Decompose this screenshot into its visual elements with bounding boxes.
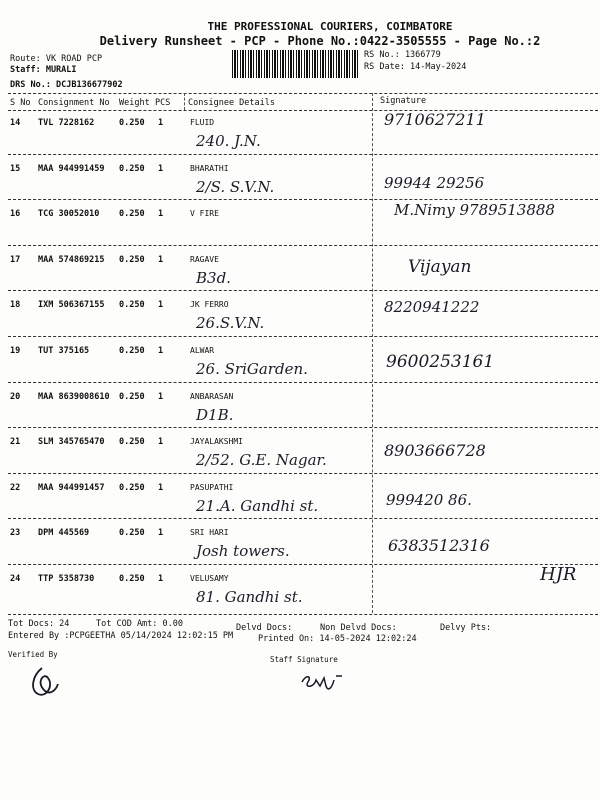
row-handwritten-address: 240. J.N. — [196, 132, 261, 150]
row-consignment-no: IXM 506367155 — [38, 300, 105, 310]
row-consignee-name: JK FERRO — [190, 300, 229, 309]
col-consignee: Consignee Details — [188, 98, 275, 108]
row-signature: 8903666728 — [384, 441, 486, 460]
row-consignee-name: ANBARASAN — [190, 392, 234, 401]
row-consignment-no: SLM 345765470 — [38, 437, 105, 447]
row-divider — [8, 199, 598, 200]
delivery-points: Delvy Pts: — [440, 623, 492, 633]
row-weight: 0.250 — [119, 209, 145, 219]
row-divider — [8, 336, 598, 337]
row-divider — [8, 154, 598, 155]
row-consignment-no: TVL 7228162 — [38, 118, 95, 128]
row-weight: 0.250 — [119, 255, 145, 265]
row-consignee-name: FLUID — [190, 118, 215, 127]
row-consignment-no: TTP 5358730 — [38, 574, 95, 584]
row-pcs: 1 — [158, 118, 164, 128]
row-handwritten-address: B3d. — [196, 269, 231, 287]
row-handwritten-address: 21.A. Gandhi st. — [196, 497, 319, 515]
row-weight: 0.250 — [119, 437, 145, 447]
row-handwritten-address: 81. Gandhi st. — [196, 588, 303, 606]
row-consignment-no: DPM 445569 — [38, 528, 90, 538]
row-sno: 23 — [10, 528, 21, 538]
rs-number: RS No.: 1366779 — [364, 50, 441, 60]
row-sno: 18 — [10, 300, 21, 310]
row-signature: 99944 29256 — [384, 174, 485, 192]
staff-label: Staff: MURALI — [10, 65, 77, 75]
drs-number: DRS No.: DCJB136677902 — [10, 80, 123, 90]
row-consignment-no: TCG 30052010 — [38, 209, 100, 219]
row-signature: Vijayan — [408, 257, 472, 277]
row-weight: 0.250 — [119, 483, 145, 493]
row-handwritten-address: 26. SriGarden. — [196, 360, 308, 378]
row-pcs: 1 — [158, 300, 164, 310]
row-signature: 6383512316 — [388, 536, 490, 555]
route-label: Route: VK ROAD PCP — [10, 54, 103, 64]
row-weight: 0.250 — [119, 300, 145, 310]
row-pcs: 1 — [158, 483, 164, 493]
staff-signature — [298, 668, 348, 694]
row-sno: 21 — [10, 437, 21, 447]
row-weight: 0.250 — [119, 346, 145, 356]
row-consignee-name: RAGAVE — [190, 255, 219, 264]
row-sno: 24 — [10, 574, 21, 584]
row-pcs: 1 — [158, 164, 164, 174]
row-consignment-no: TUT 375165 — [38, 346, 90, 356]
row-divider — [8, 427, 598, 428]
verifier-signature — [24, 660, 64, 700]
row-divider — [8, 564, 598, 565]
row-consignee-name: VELUSAMY — [190, 574, 229, 583]
entered-by: Entered By :PCPGEETHA 05/14/2024 12:02:15 PM — [8, 631, 234, 641]
document-subtitle: Delivery Runsheet - PCP - Phone No.:0422-3505555 - Page No.:2 — [99, 34, 541, 48]
row-pcs: 1 — [158, 574, 164, 584]
row-sno: 14 — [10, 118, 21, 128]
col-weight: Weight — [119, 98, 150, 108]
row-signature: 9600253161 — [386, 352, 495, 372]
printed-on: Printed On: 14-05-2024 12:02:24 — [258, 634, 417, 644]
row-sno: 22 — [10, 483, 21, 493]
row-consignment-no: MAA 8639008610 — [38, 392, 110, 402]
row-handwritten-address: 2/52. G.E. Nagar. — [196, 451, 327, 469]
row-sno: 20 — [10, 392, 21, 402]
total-cod: Tot COD Amt: 0.00 — [96, 619, 183, 629]
row-signature: 8220941222 — [384, 298, 480, 316]
row-signature: 999420 86. — [386, 491, 472, 509]
col-pcs: PCS — [155, 98, 171, 108]
row-signature: 9710627211 — [384, 110, 486, 129]
row-pcs: 1 — [158, 528, 164, 538]
rs-date: RS Date: 14-May-2024 — [364, 62, 467, 72]
staff-signature-label: Staff Signature — [270, 655, 338, 664]
row-divider — [8, 473, 598, 474]
row-sno: 17 — [10, 255, 21, 265]
row-consignee-name: BHARATHI — [190, 164, 229, 173]
row-divider — [8, 382, 598, 383]
delivered-docs: Delvd Docs: — [236, 623, 293, 633]
verified-by-label: Verified By — [8, 650, 58, 659]
row-consignment-no: MAA 574869215 — [38, 255, 105, 265]
row-pcs: 1 — [158, 209, 164, 219]
row-weight: 0.250 — [119, 528, 145, 538]
row-handwritten-address: 26.S.V.N. — [196, 314, 265, 332]
row-consignment-no: MAA 944991459 — [38, 164, 105, 174]
row-signature: HJR — [540, 564, 577, 585]
row-pcs: 1 — [158, 255, 164, 265]
row-consignee-name: JAYALAKSHMI — [190, 437, 243, 446]
row-pcs: 1 — [158, 392, 164, 402]
non-delivered-docs: Non Delvd Docs: — [320, 623, 397, 633]
total-docs: Tot Docs: 24 — [8, 619, 70, 629]
row-consignment-no: MAA 944991457 — [38, 483, 105, 493]
row-consignee-name: ALWAR — [190, 346, 215, 355]
barcode-icon — [232, 50, 358, 78]
row-weight: 0.250 — [119, 574, 145, 584]
row-consignee-name: V FIRE — [190, 209, 219, 218]
row-divider — [8, 245, 598, 246]
col-consignment: Consignment No — [38, 98, 110, 108]
row-sno: 15 — [10, 164, 21, 174]
row-consignee-name: SRI HARI — [190, 528, 229, 537]
row-weight: 0.250 — [119, 392, 145, 402]
row-handwritten-address: D1B. — [196, 406, 234, 424]
row-weight: 0.250 — [119, 118, 145, 128]
row-pcs: 1 — [158, 346, 164, 356]
col-signature: Signature — [380, 96, 427, 106]
row-sno: 19 — [10, 346, 21, 356]
document-title: THE PROFESSIONAL COURIERS, COIMBATORE — [207, 20, 453, 33]
row-handwritten-address: Josh towers. — [196, 542, 290, 560]
row-handwritten-address: 2/S. S.V.N. — [196, 178, 275, 196]
row-sno: 16 — [10, 209, 21, 219]
row-divider — [8, 290, 598, 291]
row-consignee-name: PASUPATHI — [190, 483, 234, 492]
row-signature: M.Nimy 9789513888 — [394, 201, 555, 219]
row-weight: 0.250 — [119, 164, 145, 174]
row-divider — [8, 518, 598, 519]
col-sno: S No — [10, 98, 31, 108]
row-pcs: 1 — [158, 437, 164, 447]
